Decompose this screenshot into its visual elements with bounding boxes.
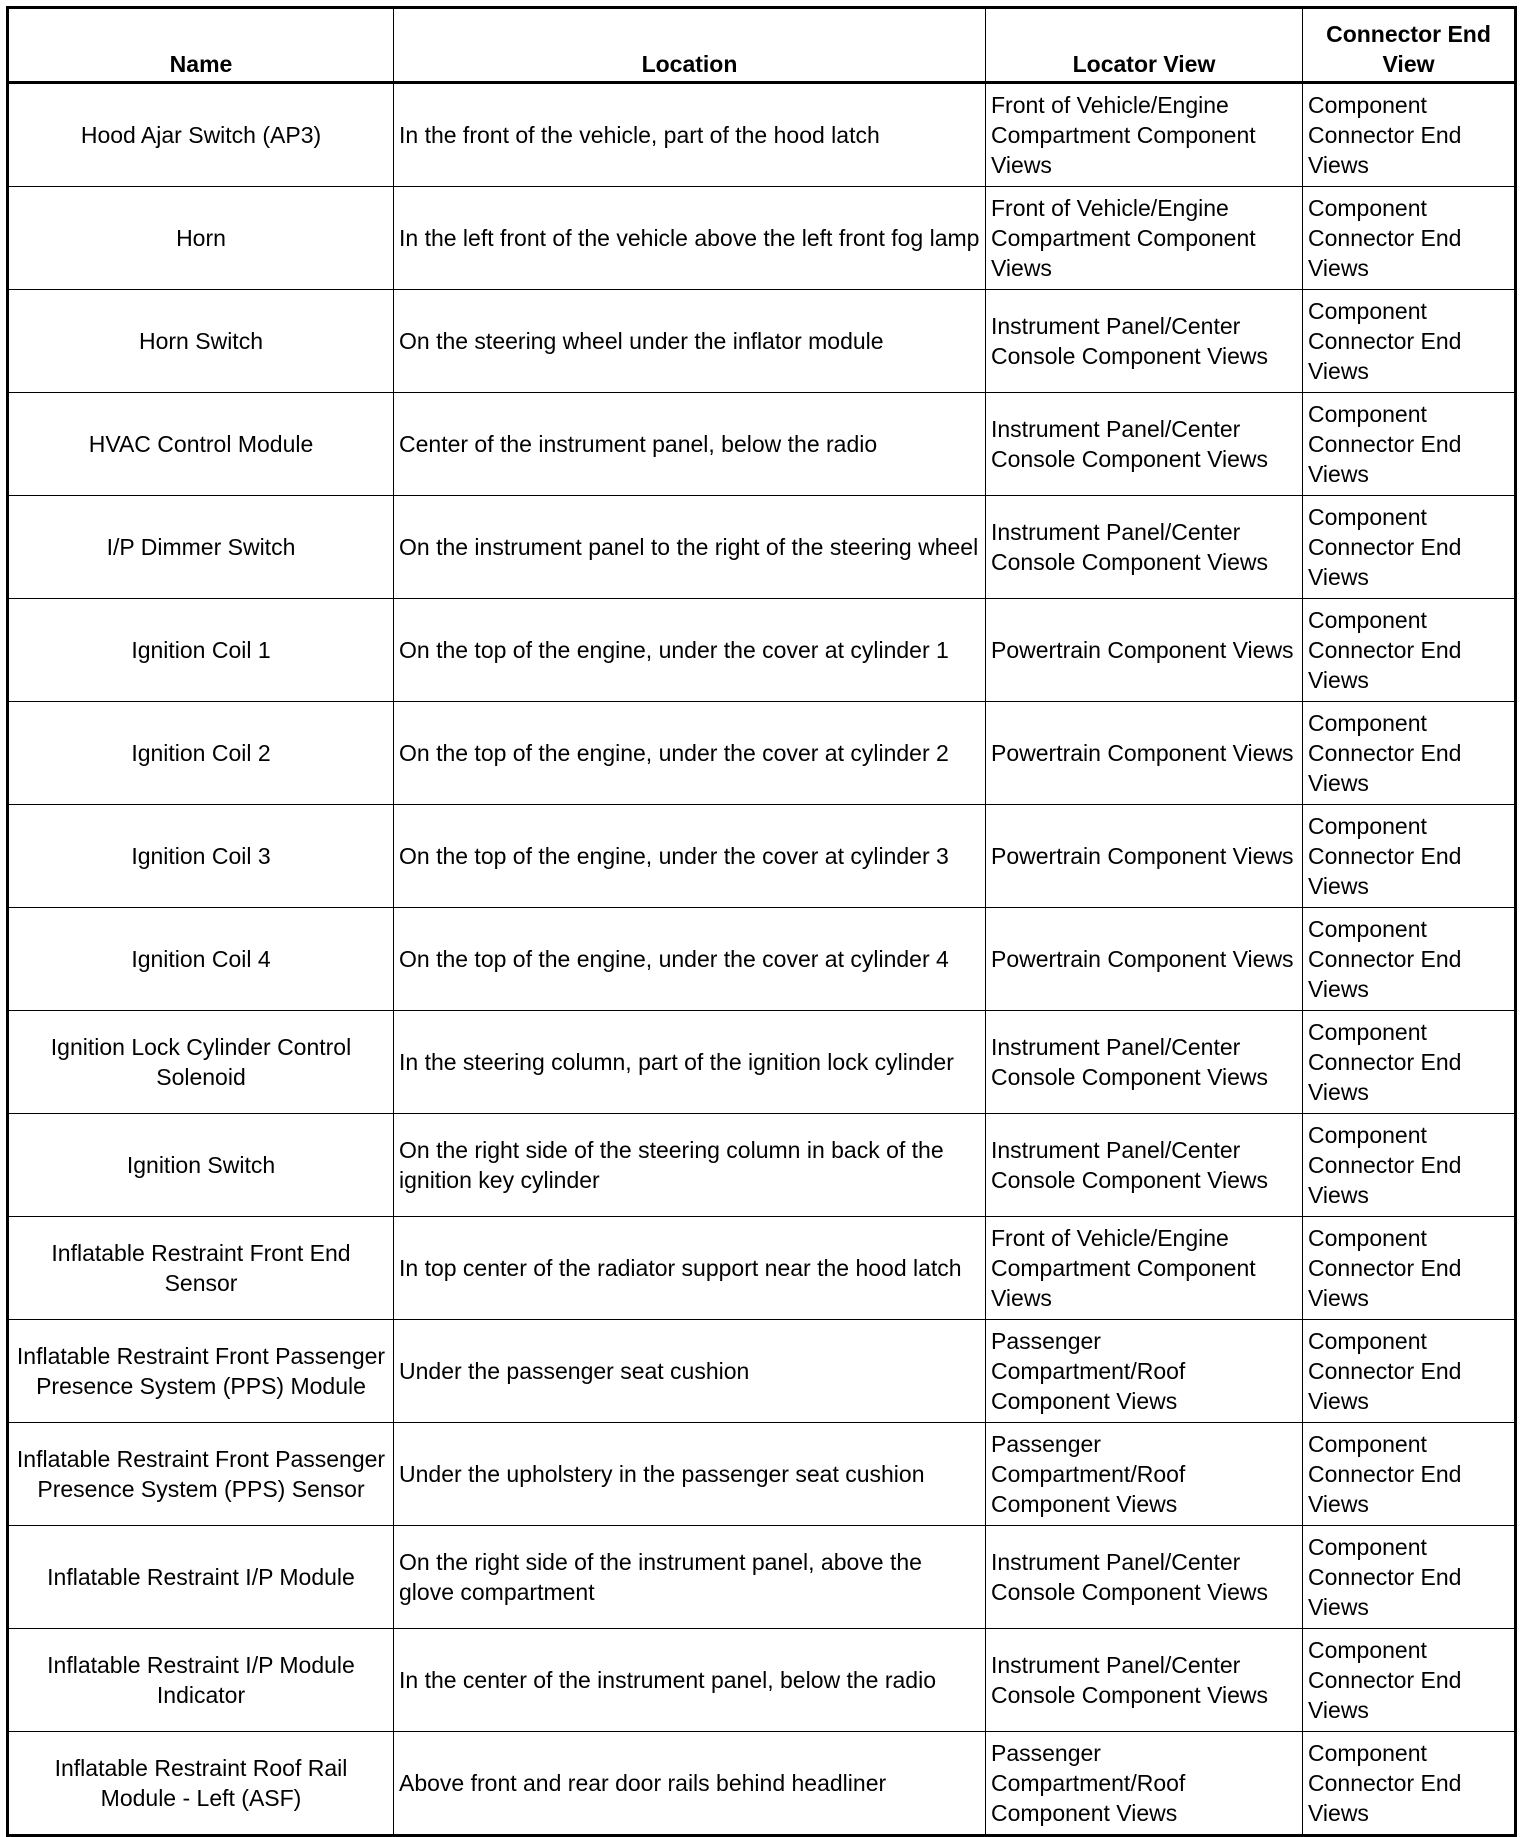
table-row — [8, 1217, 1516, 1320]
locator-view-cell: Instrument Panel/Center Console Component Views — [986, 1011, 1303, 1114]
location-cell: On the right side of the steering column in back of the ignition key cylinder — [394, 1114, 986, 1217]
name-cell: Inflatable Restraint Front Passenger Presence System (PPS) Sensor — [8, 1423, 394, 1526]
location-cell: On the top of the engine, under the cover at cylinder 3 — [394, 805, 986, 908]
table-row — [8, 908, 1516, 1011]
name-cell: Inflatable Restraint Front Passenger Presence System (PPS) Module — [8, 1320, 394, 1423]
table-row — [8, 1732, 1516, 1836]
locator-view-cell: Front of Vehicle/Engine Compartment Component Views — [986, 187, 1303, 290]
locator-view-cell: Passenger Compartment/Roof Component Views — [986, 1732, 1303, 1836]
location-cell: Under the upholstery in the passenger seat cushion — [394, 1423, 986, 1526]
name-cell: Ignition Coil 1 — [8, 599, 394, 702]
locator-view-cell: Powertrain Component Views — [986, 599, 1303, 702]
location-cell: On the instrument panel to the right of the steering wheel — [394, 496, 986, 599]
location-cell: Above front and rear door rails behind headliner — [394, 1732, 986, 1836]
locator-view-cell: Instrument Panel/Center Console Component Views — [986, 496, 1303, 599]
connector-end-view-cell: Component Connector End Views — [1303, 290, 1516, 393]
location-cell: On the top of the engine, under the cover at cylinder 1 — [394, 599, 986, 702]
name-cell: HVAC Control Module — [8, 393, 394, 496]
name-cell: Ignition Coil 4 — [8, 908, 394, 1011]
connector-end-view-cell: Component Connector End Views — [1303, 1217, 1516, 1320]
name-cell: I/P Dimmer Switch — [8, 496, 394, 599]
name-cell: Horn — [8, 187, 394, 290]
name-cell: Ignition Coil 3 — [8, 805, 394, 908]
connector-end-view-cell: Component Connector End Views — [1303, 393, 1516, 496]
location-cell: On the right side of the instrument panel, above the glove compartment — [394, 1526, 986, 1629]
connector-end-view-cell: Component Connector End Views — [1303, 496, 1516, 599]
name-cell: Inflatable Restraint I/P Module Indicator — [8, 1629, 394, 1732]
connector-end-view-cell: Component Connector End Views — [1303, 805, 1516, 908]
location-cell: On the top of the engine, under the cover at cylinder 4 — [394, 908, 986, 1011]
location-cell: On the top of the engine, under the cover at cylinder 2 — [394, 702, 986, 805]
table-row — [8, 496, 1516, 599]
location-cell: Center of the instrument panel, below the radio — [394, 393, 986, 496]
header-name: Name — [8, 8, 394, 83]
table-row — [8, 83, 1516, 187]
name-cell: Ignition Coil 2 — [8, 702, 394, 805]
header-location: Location — [394, 8, 986, 83]
connector-end-view-cell: Component Connector End Views — [1303, 1732, 1516, 1836]
table-row — [8, 599, 1516, 702]
table-row — [8, 1320, 1516, 1423]
locator-view-cell: Instrument Panel/Center Console Component Views — [986, 290, 1303, 393]
table-row — [8, 1114, 1516, 1217]
connector-end-view-cell: Component Connector End Views — [1303, 908, 1516, 1011]
table-row — [8, 1526, 1516, 1629]
component-locator-table — [6, 6, 1517, 1837]
connector-end-view-cell: Component Connector End Views — [1303, 702, 1516, 805]
table-row — [8, 187, 1516, 290]
connector-end-view-cell: Component Connector End Views — [1303, 599, 1516, 702]
location-cell: In the front of the vehicle, part of the hood latch — [394, 83, 986, 187]
connector-end-view-cell: Component Connector End Views — [1303, 1423, 1516, 1526]
locator-view-cell: Powertrain Component Views — [986, 805, 1303, 908]
header-row — [8, 8, 1516, 83]
name-cell: Horn Switch — [8, 290, 394, 393]
name-cell: Inflatable Restraint Front End Sensor — [8, 1217, 394, 1320]
locator-view-cell: Instrument Panel/Center Console Component Views — [986, 1114, 1303, 1217]
locator-view-cell: Front of Vehicle/Engine Compartment Component Views — [986, 83, 1303, 187]
locator-view-cell: Passenger Compartment/Roof Component Views — [986, 1423, 1303, 1526]
location-cell: In the center of the instrument panel, below the radio — [394, 1629, 986, 1732]
name-cell: Hood Ajar Switch (AP3) — [8, 83, 394, 187]
table-row — [8, 393, 1516, 496]
location-cell: On the steering wheel under the inflator module — [394, 290, 986, 393]
name-cell: Inflatable Restraint I/P Module — [8, 1526, 394, 1629]
locator-view-cell: Instrument Panel/Center Console Component Views — [986, 393, 1303, 496]
table-row — [8, 1629, 1516, 1732]
location-cell: In the left front of the vehicle above the left front fog lamp — [394, 187, 986, 290]
connector-end-view-cell: Component Connector End Views — [1303, 1114, 1516, 1217]
locator-view-cell: Instrument Panel/Center Console Component Views — [986, 1629, 1303, 1732]
connector-end-view-cell: Component Connector End Views — [1303, 1011, 1516, 1114]
table-row — [8, 702, 1516, 805]
location-cell: In the steering column, part of the ignition lock cylinder — [394, 1011, 986, 1114]
connector-end-view-cell: Component Connector End Views — [1303, 1526, 1516, 1629]
connector-end-view-cell: Component Connector End Views — [1303, 83, 1516, 187]
name-cell: Inflatable Restraint Roof Rail Module - Left (ASF) — [8, 1732, 394, 1836]
locator-view-cell: Passenger Compartment/Roof Component Views — [986, 1320, 1303, 1423]
locator-view-cell: Instrument Panel/Center Console Component Views — [986, 1526, 1303, 1629]
location-cell: In top center of the radiator support near the hood latch — [394, 1217, 986, 1320]
table-row — [8, 290, 1516, 393]
locator-view-cell: Powertrain Component Views — [986, 908, 1303, 1011]
connector-end-view-cell: Component Connector End Views — [1303, 187, 1516, 290]
locator-view-cell: Powertrain Component Views — [986, 702, 1303, 805]
connector-end-view-cell: Component Connector End Views — [1303, 1629, 1516, 1732]
location-cell: Under the passenger seat cushion — [394, 1320, 986, 1423]
connector-end-view-cell: Component Connector End Views — [1303, 1320, 1516, 1423]
name-cell: Ignition Switch — [8, 1114, 394, 1217]
table-row — [8, 1011, 1516, 1114]
table-row — [8, 805, 1516, 908]
header-connector-end-view: Connector End View — [1303, 8, 1516, 83]
header-locator-view: Locator View — [986, 8, 1303, 83]
table-row — [8, 1423, 1516, 1526]
name-cell: Ignition Lock Cylinder Control Solenoid — [8, 1011, 394, 1114]
locator-view-cell: Front of Vehicle/Engine Compartment Component Views — [986, 1217, 1303, 1320]
